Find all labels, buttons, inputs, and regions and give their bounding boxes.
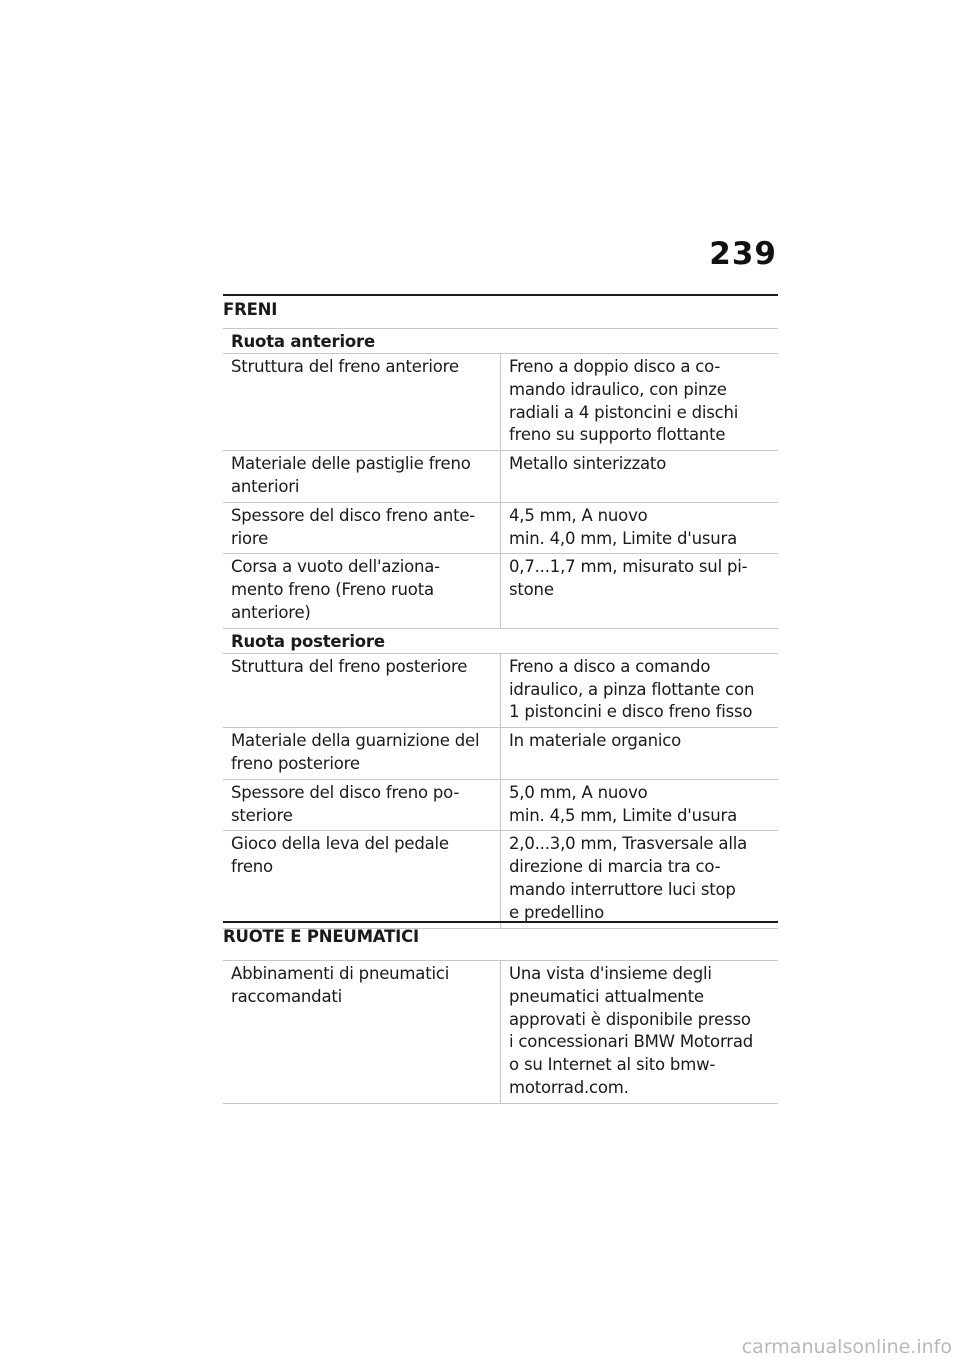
- spec-value: In materiale organico: [509, 731, 682, 751]
- subheading-rear-wheel: Ruota posteriore: [223, 628, 778, 653]
- spec-label: Struttura del freno posteriore: [223, 654, 501, 727]
- subheading-front-wheel: Ruota anteriore: [223, 328, 778, 353]
- spec-label: Spessore del disco freno po- steriore: [223, 780, 501, 831]
- table-row: [223, 353, 778, 450]
- table-row: [223, 553, 778, 627]
- spec-label: Materiale delle pastiglie freno anteriori: [223, 451, 501, 502]
- spec-value: Freno a disco a comando idraulico, a pinza flottante con 1 pistoncini e disco freno fisso: [509, 656, 755, 722]
- table-row: [223, 502, 778, 554]
- spec-value: Una vista d'insieme degli pneumatici attualmente approvati è disponibile presso i concessionari BMW Motorrad o su Internet al sito bmw- motorrad.com.: [509, 964, 754, 1097]
- table-row: [223, 960, 778, 1104]
- spec-label: Spessore del disco freno ante- riore: [223, 503, 501, 554]
- wheels-section: [223, 921, 778, 1104]
- table-row: [223, 830, 778, 928]
- spec-value: 5,0 mm, A nuovo min. 4,5 mm, Limite d'usura: [509, 782, 738, 825]
- spec-label: Struttura del freno anteriore: [223, 354, 501, 450]
- spec-label: Gioco della leva del pedale freno: [223, 831, 501, 927]
- table-row: [223, 779, 778, 831]
- spec-value: 0,7...1,7 mm, misurato sul pi- stone: [509, 557, 748, 600]
- page-number: 239: [709, 236, 777, 272]
- spec-label: Corsa a vuoto dell'aziona- mento freno (Freno ruota anteriore): [223, 554, 501, 627]
- watermark: carmanualsonline.info: [741, 1336, 952, 1358]
- spec-value: Metallo sinterizzato: [509, 454, 667, 474]
- table-row: [223, 727, 778, 779]
- spec-value: 4,5 mm, A nuovo min. 4,0 mm, Limite d'usura: [509, 505, 738, 548]
- table-row: [223, 653, 778, 727]
- brakes-section: [223, 294, 778, 929]
- section-title-brakes: FRENI: [223, 300, 278, 319]
- spec-label: Materiale della guarnizione del freno posteriore: [223, 728, 501, 779]
- spec-value: Freno a doppio disco a co- mando idraulico, con pinze radiali a 4 pistoncini e dischi freno su supporto flottante: [509, 357, 739, 445]
- spec-value: 2,0...3,0 mm, Trasversale alla direzione di marcia tra co- mando interruttore luci stop e predellino: [509, 834, 748, 922]
- table-row: [223, 450, 778, 502]
- spec-label: Abbinamenti di pneumatici raccomandati: [223, 961, 501, 1103]
- section-title-wheels: RUOTE E PNEUMATICI: [223, 927, 419, 946]
